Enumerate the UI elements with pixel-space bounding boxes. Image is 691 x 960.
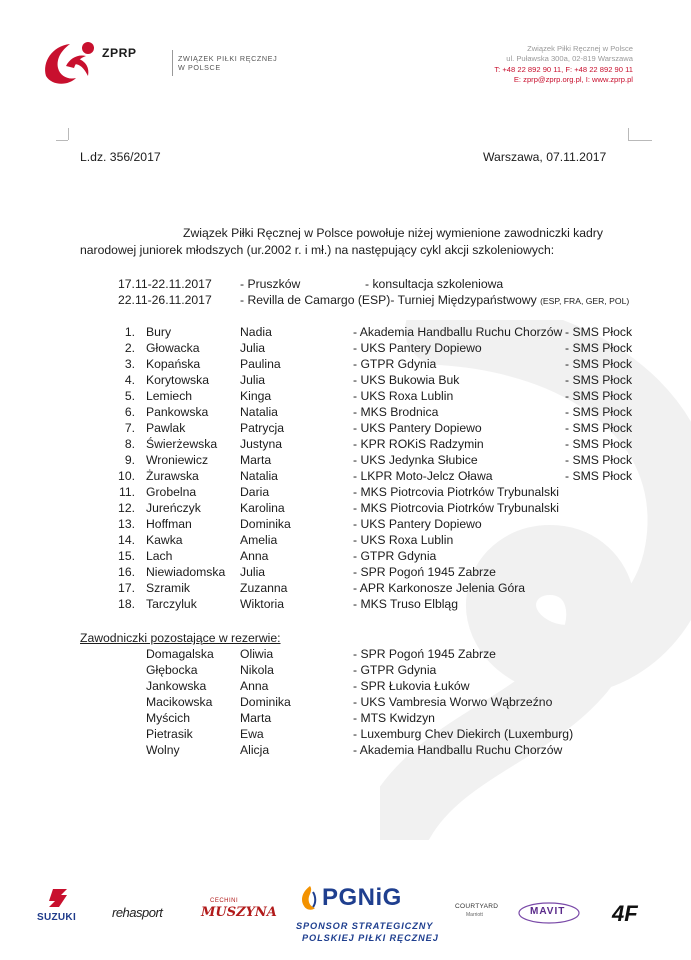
reserve-name: Nikola [240,663,274,677]
player-surname: Hoffman [146,517,192,531]
player-number: 4. [124,373,135,387]
player-number: 16. [118,565,135,579]
player-surname: Kawka [146,533,183,547]
player-club: - MKS Brodnica [353,405,439,419]
player-number: 8. [124,437,135,451]
player-club: - UKS Roxa Lublin [353,533,454,547]
player-name: Julia [240,565,266,579]
reserve-surname: Głębocka [146,663,198,677]
sponsor-muszyna: MUSZYNA [201,905,277,920]
schedule-desc: - konsultacja szkoleniowa [365,277,504,291]
reserve-name: Marta [240,711,272,725]
reserve-surname: Wolny [146,743,180,757]
player-name: Amelia [240,533,278,547]
sponsor-pgnig-sub-2: POLSKIEJ PIŁKI RĘCZNEJ [302,933,439,943]
suzuki-logo-icon [45,888,71,908]
sponsor-pgnig: PGNiG [322,884,402,911]
zprp-logo-icon [40,36,102,88]
player-surname: Grobelna [146,485,197,499]
player-club: - GTPR Gdynia [353,357,437,371]
player-number: 14. [118,533,135,547]
player-club: - UKS Pantery Dopiewo [353,341,482,355]
reserve-surname: Macikowska [146,695,213,709]
player-name: Wiktoria [240,597,285,611]
sponsor-suzuki: SUZUKI [37,912,77,923]
player-name: Zuzanna [240,581,288,595]
player-number: 10. [118,469,135,483]
schedule-place: - Pruszków [240,277,301,291]
intro-line-2: narodowej juniorek młodszych (ur.2002 r. i mł.) na następujący cykl akcji szkoleniowych: [80,243,555,257]
brand-name: ZPRP [102,46,137,60]
reserve-surname: Domagalska [146,647,214,661]
reserve-club: - SPR Łukovia Łuków [353,679,470,693]
player-number: 5. [124,389,135,403]
schedule-place [240,293,629,307]
sponsor-4f: 4F [612,901,638,926]
sponsor-muszyna-top: CECHINI [210,898,239,904]
reserve-club: - GTPR Gdynia [353,663,437,677]
contact-block [494,44,633,86]
brand-subtitle-line-2: W POLSCE [178,63,221,72]
player-club: - LKPR Moto-Jelcz Oława [353,469,493,483]
player-note: - SMS Płock [565,357,633,371]
player-number: 18. [118,597,135,611]
contact-email: E: zprp@zprp.org.pl, I: www.zprp.pl [513,75,633,85]
player-club: - UKS Jedynka Słubice [353,453,478,467]
sponsor-courtyard-sub: Marriott [466,912,483,918]
player-surname: Wroniewicz [146,453,209,467]
corner-mark-right [628,128,629,140]
player-club: - MKS Piotrcovia Piotrków Trybunalski [353,485,559,499]
player-club: - GTPR Gdynia [353,549,437,563]
player-surname: Bury [146,325,172,339]
player-club: - UKS Bukowia Buk [353,373,460,387]
player-surname: Żurawska [146,469,199,483]
intro-line-1: Związek Piłki Ręcznej w Polsce powołuje niżej wymienione zawodniczki kadry [183,226,603,240]
player-surname: Jureńczyk [146,501,201,515]
player-club: - MKS Truso Elbląg [353,597,458,611]
player-note: - SMS Płock [565,421,633,435]
corner-mark-left [68,128,69,140]
reserve-club: - Akademia Handballu Ruchu Chorzów [353,743,563,757]
reserve-surname: Jankowska [146,679,207,693]
corner-mark-left-h [56,140,68,141]
player-club: - MKS Piotrcovia Piotrków Trybunalski [353,501,559,515]
player-name: Dominika [240,517,291,531]
player-note: - SMS Płock [565,453,633,467]
brand-subtitle-line-1: ZWIĄZEK PIŁKI RĘCZNEJ [178,54,278,63]
player-name: Marta [240,453,272,467]
player-club: - UKS Pantery Dopiewo [353,517,482,531]
player-number: 7. [124,421,135,435]
player-surname: Pankowska [146,405,209,419]
player-club: - SPR Pogoń 1945 Zabrze [353,565,496,579]
reserve-club: - UKS Vambresia Worwo Wąbrzeźno [353,695,553,709]
player-club: - Akademia Handballu Ruchu Chorzów [353,325,563,339]
player-number: 17. [118,581,135,595]
player-name: Anna [240,549,269,563]
player-name: Karolina [240,501,285,515]
player-club: - APR Karkonosze Jelenia Góra [353,581,526,595]
player-club: - UKS Roxa Lublin [353,389,454,403]
reserve-name: Oliwia [240,647,274,661]
player-name: Patrycja [240,421,285,435]
player-surname: Kopańska [146,357,201,371]
player-number: 15. [118,549,135,563]
player-name: Daria [240,485,270,499]
sponsor-mavit: MAVIT [530,906,566,917]
player-surname: Lemiech [146,389,193,403]
player-number: 9. [124,453,135,467]
reserve-name: Ewa [240,727,264,741]
player-number: 12. [118,501,135,515]
player-note: - SMS Płock [565,325,633,339]
player-name: Natalia [240,405,278,419]
reserve-name: Anna [240,679,269,693]
sponsor-courtyard: COURTYARD [455,903,499,910]
player-note: - SMS Płock [565,469,633,483]
player-surname: Korytowska [146,373,209,387]
contact-phone: T: +48 22 892 90 11, F: +48 22 892 90 11 [494,64,633,74]
player-number: 6. [124,405,135,419]
player-number: 13. [118,517,135,531]
player-number: 1. [124,325,135,339]
brand-subtitle [178,54,277,72]
player-name: Natalia [240,469,278,483]
player-note: - SMS Płock [565,405,633,419]
schedule-dates: 22.11-26.11.2017 [118,293,212,307]
place-date: Warszawa, 07.11.2017 [483,150,607,164]
player-note: - SMS Płock [565,437,633,451]
player-name: Paulina [240,357,281,371]
reserve-club: - MTS Kwidzyn [353,711,435,725]
reserve-surname: Pietrasik [146,727,193,741]
corner-mark-right-h [628,140,652,141]
player-surname: Pawlak [146,421,186,435]
player-name: Nadia [240,325,272,339]
schedule-place-text: - Revilla de Camargo (ESP)- Turniej Międzypaństwowy [240,293,537,307]
reference-number: L.dz. 356/2017 [80,150,161,164]
reserve-surname: Myścich [146,711,191,725]
player-name: Julia [240,373,266,387]
player-name: Julia [240,341,266,355]
brand-divider [172,50,173,76]
player-number: 3. [124,357,135,371]
player-surname: Tarczyluk [146,597,197,611]
player-club: - UKS Pantery Dopiewo [353,421,482,435]
player-number: 2. [124,341,135,355]
sponsor-pgnig-sub-1: SPONSOR STRATEGICZNY [296,921,434,931]
player-surname: Szramik [146,581,191,595]
player-name: Kinga [240,389,272,403]
player-surname: Głowacka [146,341,200,355]
player-club: - KPR ROKiS Radzymin [353,437,484,451]
contact-address: ul. Puławska 300a, 02-819 Warszawa [506,54,633,64]
schedule-countries: (ESP, FRA, GER, POL) [540,296,630,306]
player-note: - SMS Płock [565,373,633,387]
player-surname: Świerżewska [146,437,218,451]
player-note: - SMS Płock [565,341,633,355]
sponsor-rehasport: rehasport [112,905,163,920]
player-number: 11. [118,485,135,499]
player-surname: Niewiadomska [146,565,226,579]
reserve-name: Alicja [240,743,270,757]
pgnig-flame-icon [296,884,320,912]
reserve-club: - SPR Pogoń 1945 Zabrze [353,647,496,661]
schedule-dates: 17.11-22.11.2017 [118,277,212,291]
contact-org: Związek Piłki Ręcznej w Polsce [527,44,633,53]
player-surname: Lach [146,549,173,563]
reserve-heading: Zawodniczki pozostające w rezerwie: [80,631,281,645]
reserve-name: Dominika [240,695,291,709]
player-name: Justyna [240,437,283,451]
reserve-club: - Luxemburg Chev Diekirch (Luxemburg) [353,727,574,741]
player-note: - SMS Płock [565,389,633,403]
